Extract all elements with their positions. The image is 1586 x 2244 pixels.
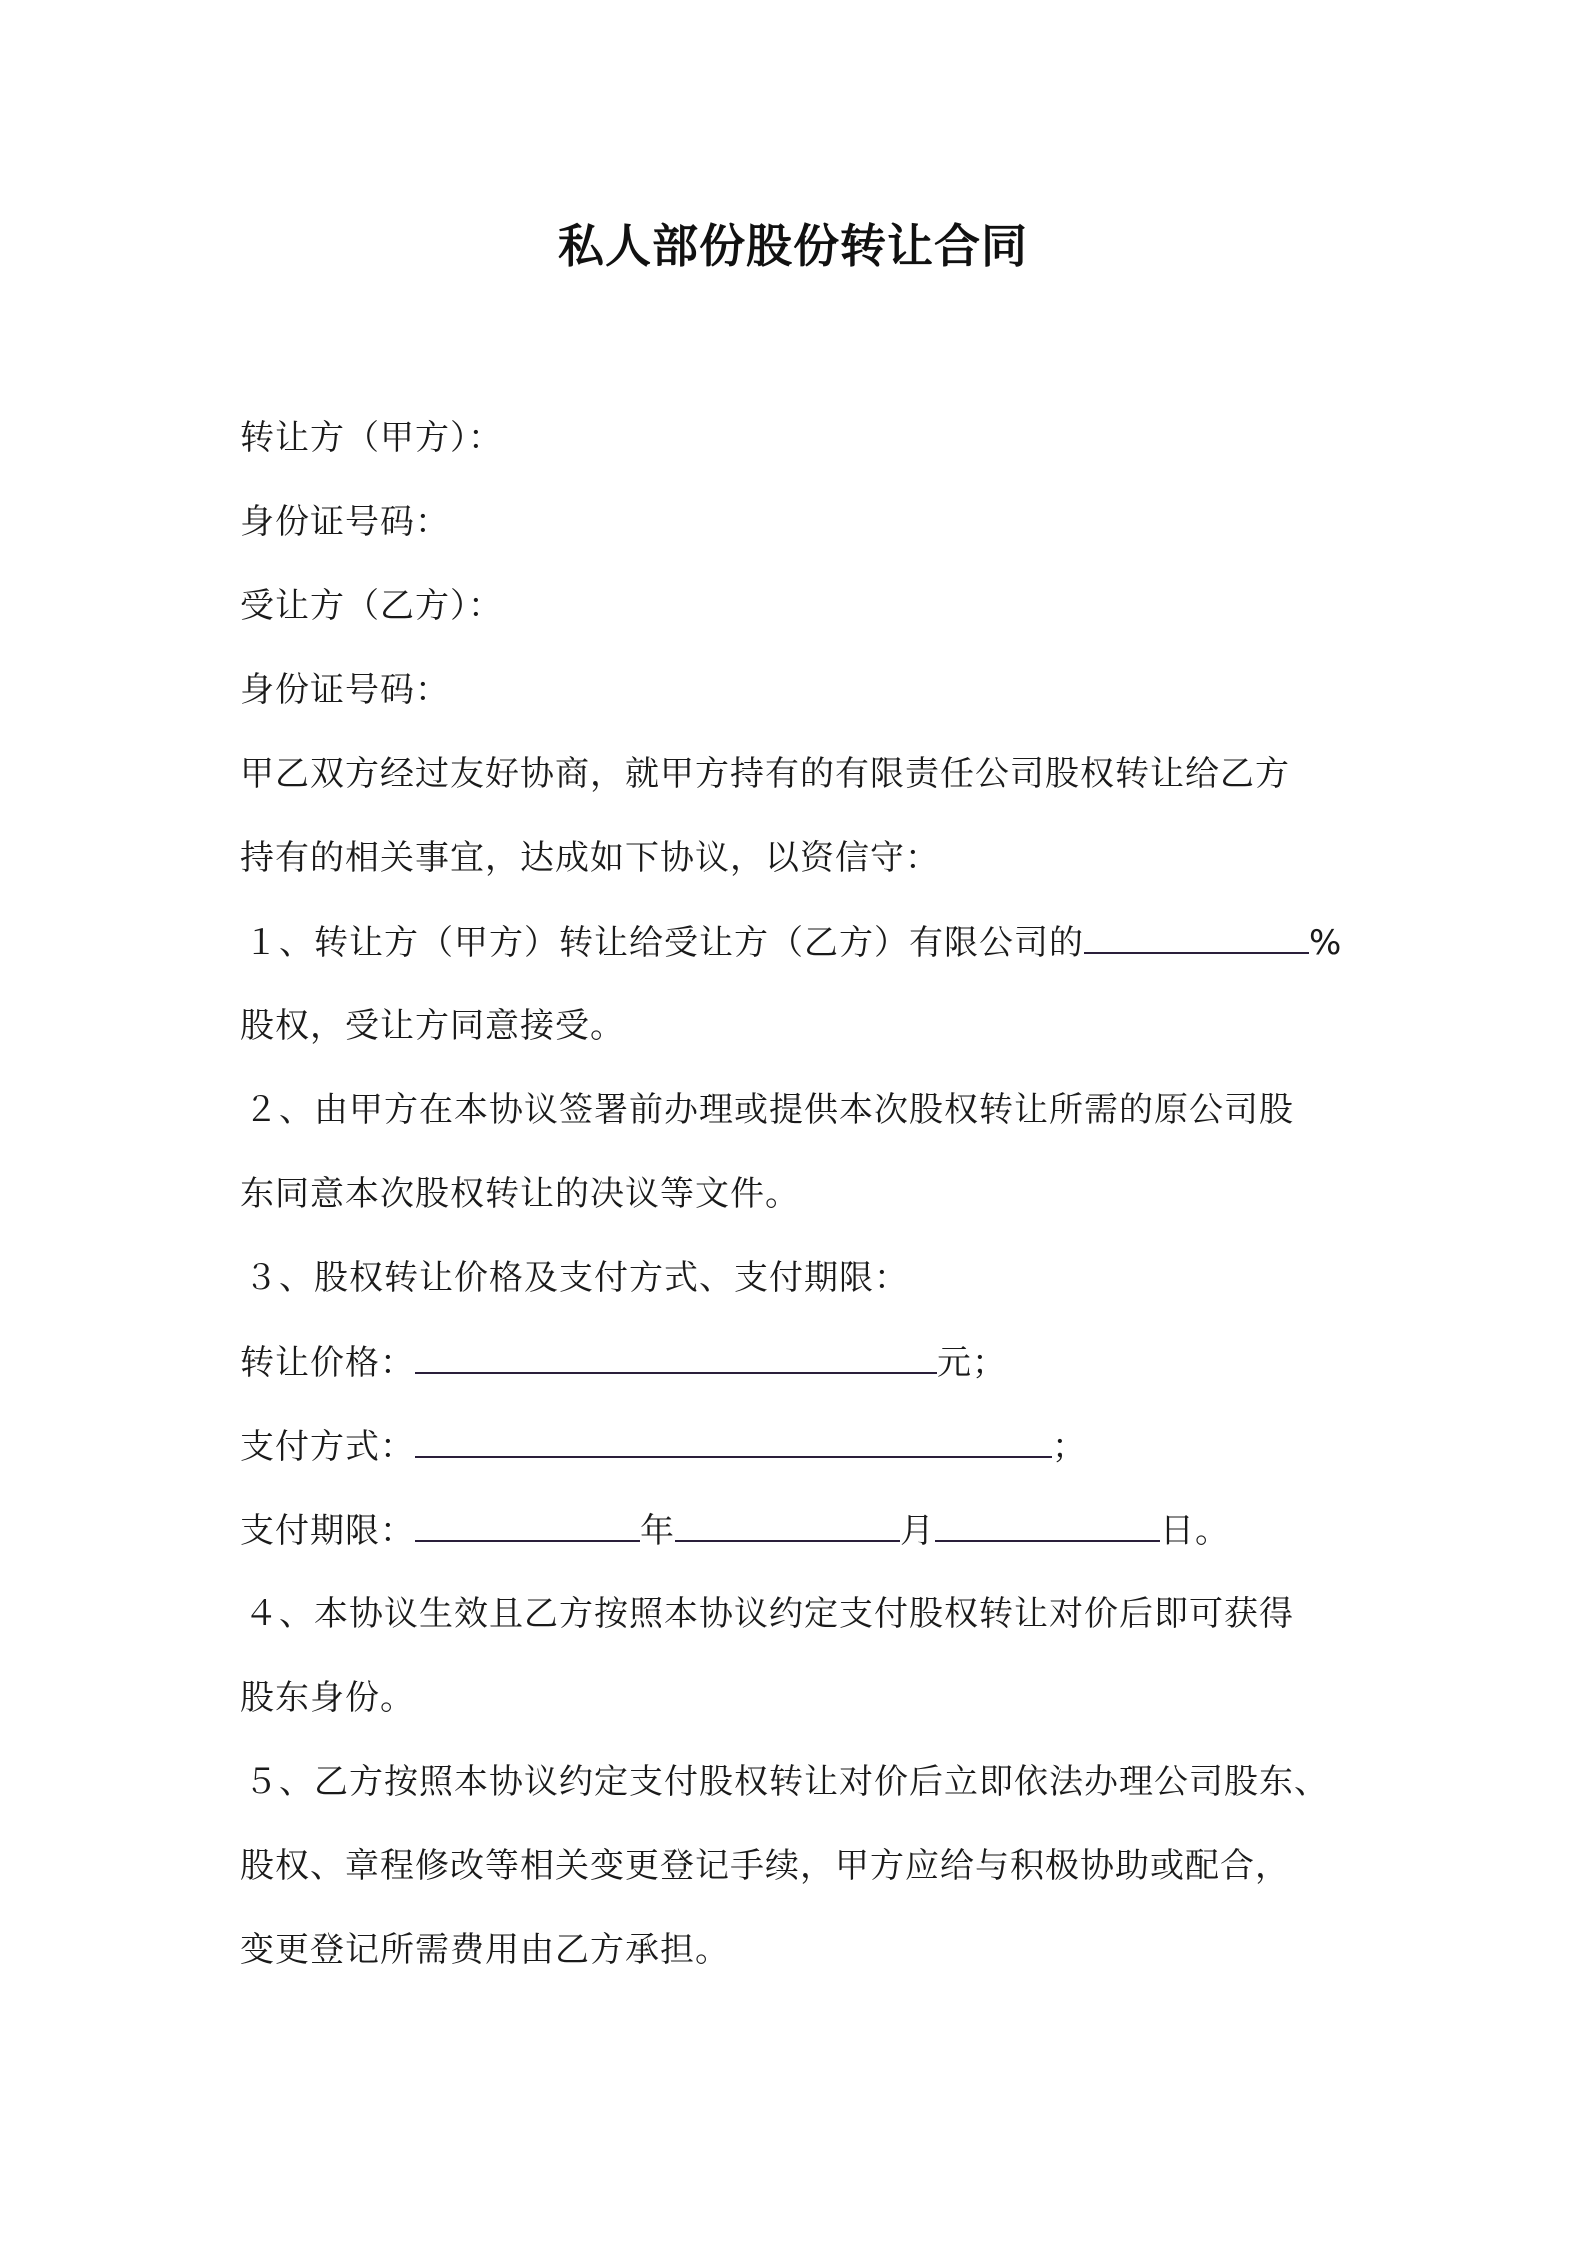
payment-term-line — [240, 1510, 1230, 1551]
payment-method-suffix: ； — [1052, 1427, 1087, 1467]
transferee-id-line: 身份证号码： — [240, 670, 450, 710]
clause-5-line-2: 股权、章程修改等相关变更登记手续，甲方应给与积极协助或配合， — [240, 1846, 1290, 1886]
clause-1-line-2: 股权，受让方同意接受。 — [240, 1006, 625, 1046]
term-year-label: 年 — [640, 1511, 675, 1551]
price-unit: 元； — [937, 1343, 1007, 1383]
clause-2-line-1 — [240, 1090, 1294, 1130]
clause-4-line-2: 股东身份。 — [240, 1678, 415, 1718]
term-month-blank[interactable] — [675, 1510, 900, 1542]
percent-sign: % — [1309, 923, 1343, 963]
term-month-label: 月 — [900, 1511, 935, 1551]
document-title: 私人部份股份转让合同 — [558, 219, 1028, 273]
clause-5-text: ５、乙方按照本协议约定支付股权转让对价后立即依法办理公司股东、 — [244, 1762, 1329, 1802]
price-line — [240, 1342, 1007, 1383]
term-day-label: 日。 — [1160, 1511, 1230, 1551]
clause-5-line-3: 变更登记所需费用由乙方承担。 — [240, 1930, 730, 1970]
clause-5-line-1 — [240, 1762, 1329, 1802]
clause-4-text: ４、本协议生效且乙方按照本协议约定支付股权转让对价后即可获得 — [244, 1594, 1294, 1634]
clause-3-heading — [240, 1258, 909, 1298]
clause-3-heading-text: ３、股权转让价格及支付方式、支付期限： — [244, 1258, 909, 1298]
price-label: 转让价格： — [240, 1343, 415, 1383]
clause-2-text: ２、由甲方在本协议签署前办理或提供本次股权转让所需的原公司股 — [244, 1090, 1294, 1130]
payment-method-blank[interactable] — [415, 1426, 1052, 1458]
term-day-blank[interactable] — [935, 1510, 1160, 1542]
clause-2-line-2: 东同意本次股权转让的决议等文件。 — [240, 1174, 800, 1214]
clause-1-line-1 — [240, 922, 1342, 963]
payment-method-label: 支付方式： — [240, 1427, 415, 1467]
term-year-blank[interactable] — [415, 1510, 640, 1542]
clause-1-text: １、转让方（甲方）转让给受让方（乙方）有限公司的 — [244, 923, 1084, 963]
intro-line-1: 甲乙双方经过友好协商，就甲方持有的有限责任公司股权转让给乙方 — [240, 754, 1290, 794]
payment-method-line — [240, 1426, 1087, 1467]
clause-4-line-1 — [240, 1594, 1294, 1634]
intro-line-2: 持有的相关事宜，达成如下协议，以资信守： — [240, 838, 940, 878]
transferee-line: 受让方（乙方）： — [240, 586, 503, 626]
share-percent-blank[interactable] — [1084, 922, 1309, 954]
payment-term-label: 支付期限： — [240, 1511, 415, 1551]
transferor-id-line: 身份证号码： — [240, 502, 450, 542]
price-blank[interactable] — [415, 1342, 937, 1374]
transferor-line: 转让方（甲方）： — [240, 418, 503, 458]
